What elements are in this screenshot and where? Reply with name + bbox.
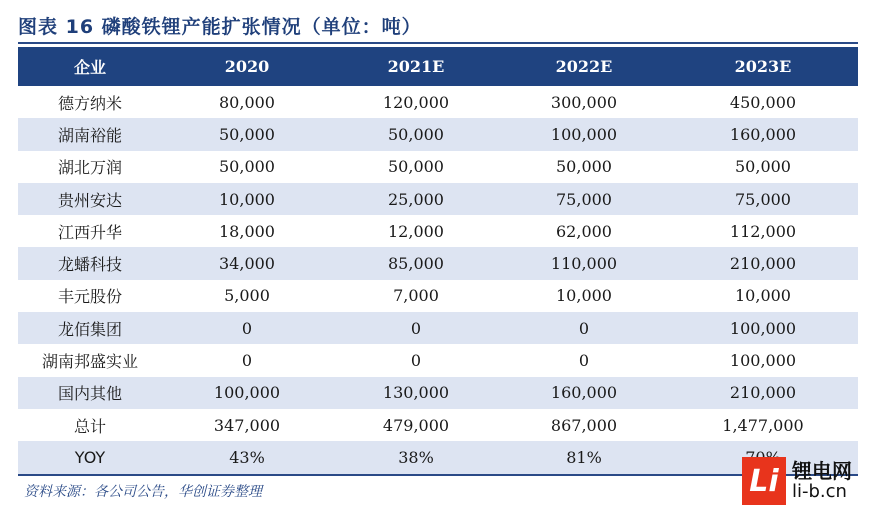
figure-title: 图表 16 磷酸铁锂产能扩张情况（单位：吨） [18,15,422,38]
table-row [18,183,858,215]
y2022e-cell: 0 [500,344,668,376]
company-cell: YOY [18,441,162,474]
capacity-table [18,47,858,476]
company-cell: 龙佰集团 [18,312,162,344]
y2023e-cell: 160,000 [668,118,858,150]
table-row [18,247,858,279]
header-2023e: 2023E [668,47,858,86]
source-note: 资料来源：各公司公告，华创证券整理 [24,484,262,500]
table-header-row [18,47,858,86]
y2022e-cell: 100,000 [500,118,668,150]
y2020-cell: 347,000 [162,409,332,441]
company-cell: 湖北万润 [18,151,162,183]
company-cell: 总计 [18,409,162,441]
company-cell: 湖南邦盛实业 [18,344,162,376]
header-2020: 2020 [162,47,332,86]
y2020-cell: 18,000 [162,215,332,247]
y2020-cell: 34,000 [162,247,332,279]
y2021e-cell: 0 [332,312,500,344]
y2023e-cell: 210,000 [668,247,858,279]
figure-title-bar [18,8,858,44]
y2022e-cell: 75,000 [500,183,668,215]
y2020-cell: 0 [162,344,332,376]
y2022e-cell: 110,000 [500,247,668,279]
y2020-cell: 50,000 [162,118,332,150]
y2021e-cell: 120,000 [332,86,500,118]
y2023e-cell: 210,000 [668,377,858,409]
watermark-logo [742,455,876,507]
y2020-cell: 50,000 [162,151,332,183]
y2021e-cell: 0 [332,344,500,376]
y2023e-cell: 100,000 [668,344,858,376]
header-2022e: 2022E [500,47,668,86]
table-row [18,409,858,441]
company-cell: 德方纳米 [18,86,162,118]
company-cell: 龙蟠科技 [18,247,162,279]
company-cell: 江西升华 [18,215,162,247]
company-cell: 贵州安达 [18,183,162,215]
table-row [18,280,858,312]
y2022e-cell: 160,000 [500,377,668,409]
y2023e-cell: 112,000 [668,215,858,247]
table-row [18,118,858,150]
company-cell: 丰元股份 [18,280,162,312]
y2022e-cell: 10,000 [500,280,668,312]
y2020-cell: 100,000 [162,377,332,409]
table-row [18,344,858,376]
y2022e-cell: 0 [500,312,668,344]
table-row [18,312,858,344]
y2021e-cell: 25,000 [332,183,500,215]
y2021e-cell: 50,000 [332,118,500,150]
y2023e-cell: 450,000 [668,86,858,118]
y2022e-cell: 81% [500,441,668,474]
y2023e-cell: 75,000 [668,183,858,215]
li-logo-icon: Li [742,457,786,505]
y2023e-cell: 50,000 [668,151,858,183]
y2022e-cell: 300,000 [500,86,668,118]
y2022e-cell: 50,000 [500,151,668,183]
company-cell: 国内其他 [18,377,162,409]
y2021e-cell: 7,000 [332,280,500,312]
y2021e-cell: 85,000 [332,247,500,279]
header-2021e: 2021E [332,47,500,86]
table-row [18,441,858,474]
y2020-cell: 80,000 [162,86,332,118]
header-company: 企业 [18,47,162,86]
table-row [18,215,858,247]
table-row [18,377,858,409]
y2022e-cell: 867,000 [500,409,668,441]
table-row [18,86,858,118]
y2021e-cell: 50,000 [332,151,500,183]
y2023e-cell: 1,477,000 [668,409,858,441]
y2020-cell: 0 [162,312,332,344]
watermark-url: li-b.cn [792,481,847,503]
y2022e-cell: 62,000 [500,215,668,247]
table-row [18,151,858,183]
y2020-cell: 10,000 [162,183,332,215]
y2023e-cell: 100,000 [668,312,858,344]
y2020-cell: 43% [162,441,332,474]
y2021e-cell: 479,000 [332,409,500,441]
y2023e-cell: 10,000 [668,280,858,312]
y2021e-cell: 38% [332,441,500,474]
y2021e-cell: 130,000 [332,377,500,409]
watermark-name: 锂电网 [792,459,852,484]
company-cell: 湖南裕能 [18,118,162,150]
y2020-cell: 5,000 [162,280,332,312]
y2021e-cell: 12,000 [332,215,500,247]
